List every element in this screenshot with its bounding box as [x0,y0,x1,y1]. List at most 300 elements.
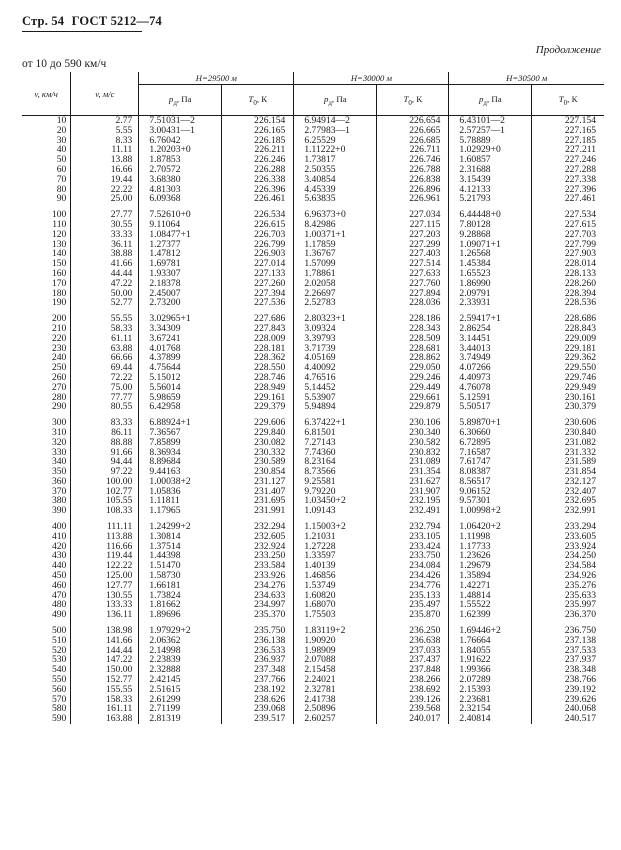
cell-pressure-h2: 3.09324 [294,324,377,334]
cell-pressure-h3: 3.44013 [449,344,532,354]
cell-temperature-h2: 228.186 [377,308,449,324]
cell-temperature-h1: 228.362 [222,353,294,363]
cell-temperature-h1: 226.799 [222,240,294,250]
cell-speed-kmh: 270 [51,381,67,393]
cell-pressure-h3: 3.14451 [449,334,532,344]
cell-pressure-h1: 5.56014 [139,383,222,393]
cell-temperature-h2: 232.195 [377,496,449,506]
cell-temperature-h2: 234.084 [377,561,449,571]
cell-temperature-h1: 229.840 [222,428,294,438]
cell-pressure-h2: 5.63835 [294,194,377,204]
cell-speed-ms: 50.00 [71,289,139,299]
cell-temperature-h1: 229.161 [222,393,294,403]
cell-pressure-h1: 7.85899 [139,438,222,448]
cell-temperature-h3: 228.014 [532,259,604,269]
cell-temperature-h2: 233.424 [377,542,449,552]
cell-temperature-h1: 235.750 [222,620,294,636]
cell-temperature-h3: 227.703 [532,230,604,240]
cell-temperature-h3: 227.154 [532,116,604,126]
cell-pressure-h2: 5.53907 [294,393,377,403]
cell-speed-ms: 122.22 [71,561,139,571]
cell-pressure-h2: 9.25581 [294,477,377,487]
cell-pressure-h3: 6.30660 [449,428,532,438]
cell-speed-ms: 150.00 [71,665,139,675]
cell-speed-ms: 127.77 [71,581,139,591]
cell-temperature-h1: 234.633 [222,591,294,601]
cell-speed-kmh: 390 [51,505,67,517]
cell-pressure-h1: 4.75644 [139,363,222,373]
cell-temperature-h3: 234.926 [532,571,604,581]
continuation-label: Продолжение [535,44,601,56]
cell-pressure-h2: 1.57099 [294,259,377,269]
cell-pressure-h3: 7.61747 [449,457,532,467]
cell-pressure-h1: 5.98659 [139,393,222,403]
cell-temperature-h1: 231.127 [222,477,294,487]
cell-pressure-h2: 1.46856 [294,571,377,581]
cell-speed-kmh: 570 [51,693,67,705]
cell-temperature-h3: 233.294 [532,516,604,532]
cell-temperature-h1: 227.394 [222,289,294,299]
cell-pressure-h3: 1.99366 [449,665,532,675]
cell-speed-ms: 2.77 [71,116,139,126]
cell-speed-kmh: 130 [51,238,67,250]
cell-temperature-h3: 237.937 [532,655,604,665]
cell-speed-ms: 116.66 [71,542,139,552]
cell-temperature-h1: 231.695 [222,496,294,506]
cell-pressure-h3: 3.74949 [449,353,532,363]
cell-temperature-h2: 227.514 [377,259,449,269]
col-header-pressure-3: $p_д$, Па [449,85,532,116]
cell-pressure-h1: 2.32888 [139,665,222,675]
cell-temperature-h1: 228.009 [222,334,294,344]
cell-speed-kmh: 260 [51,371,67,383]
cell-temperature-h1: 230.082 [222,438,294,448]
cell-temperature-h3: 235.997 [532,600,604,610]
cell-speed-ms: 161.11 [71,704,139,714]
cell-speed-ms: 30.55 [71,220,139,230]
cell-speed-kmh: 50 [56,154,67,166]
cell-temperature-h3: 237.533 [532,646,604,656]
cell-pressure-h3: 1.06420+2 [449,516,532,532]
cell-temperature-h1: 226.185 [222,136,294,146]
cell-temperature-h1: 227.686 [222,308,294,324]
cell-pressure-h3: 4.40973 [449,373,532,383]
cell-temperature-h3: 228.394 [532,289,604,299]
cell-pressure-h1: 1.87853 [139,155,222,165]
cell-pressure-h2: 1.40139 [294,561,377,571]
cell-pressure-h2: 2.41738 [294,695,377,705]
cell-pressure-h2: 1.09143 [294,506,377,516]
cell-speed-ms: 13.88 [71,155,139,165]
cell-speed-kmh: 420 [51,540,67,552]
cell-pressure-h3: 5.12591 [449,393,532,403]
cell-temperature-h1: 233.926 [222,571,294,581]
cell-speed-ms: 47.22 [71,279,139,289]
cell-pressure-h1: 6.88924+1 [139,412,222,428]
cell-temperature-h2: 237.848 [377,665,449,675]
cell-temperature-h1: 238.626 [222,695,294,705]
cell-pressure-h3: 5.50517 [449,402,532,412]
cell-pressure-h1: 8.89684 [139,457,222,467]
cell-pressure-h1: 2.14998 [139,646,222,656]
cell-speed-ms: 163.88 [71,714,139,724]
cell-pressure-h3: 2.23681 [449,695,532,705]
page-header [22,14,162,29]
cell-temperature-h1: 227.133 [222,269,294,279]
cell-speed-kmh: 370 [51,485,67,497]
cell-temperature-h1: 233.584 [222,561,294,571]
cell-speed-kmh: 360 [51,475,67,487]
cell-temperature-h2: 226.788 [377,165,449,175]
cell-speed-ms: 27.77 [71,204,139,220]
table-row [22,610,604,620]
cell-pressure-h1: 7.51031—2 [139,116,222,126]
cell-pressure-h3: 6.43101—2 [449,116,532,126]
cell-temperature-h3: 236.750 [532,620,604,636]
cell-temperature-h3: 232.991 [532,506,604,516]
cell-speed-kmh: 290 [51,401,67,413]
cell-temperature-h2: 236.638 [377,636,449,646]
cell-pressure-h3: 1.91622 [449,655,532,665]
cell-speed-kmh: 140 [51,248,67,260]
cell-pressure-h3: 7.16587 [449,448,532,458]
cell-pressure-h2: 6.25529 [294,136,377,146]
cell-temperature-h1: 226.338 [222,175,294,185]
table-row [22,516,604,532]
cell-temperature-h1: 227.843 [222,324,294,334]
cell-temperature-h2: 227.894 [377,289,449,299]
cell-speed-ms: 61.11 [71,334,139,344]
cell-temperature-h3: 227.185 [532,136,604,146]
cell-pressure-h3: 1.76664 [449,636,532,646]
cell-temperature-h1: 227.014 [222,259,294,269]
cell-temperature-h2: 229.246 [377,373,449,383]
cell-temperature-h1: 228.181 [222,344,294,354]
cell-speed-kmh: 330 [51,446,67,458]
cell-pressure-h2: 1.68070 [294,600,377,610]
cell-pressure-h3: 9.28868 [449,230,532,240]
cell-temperature-h2: 228.343 [377,324,449,334]
cell-temperature-h2: 226.711 [377,145,449,155]
cell-temperature-h3: 231.589 [532,457,604,467]
cell-pressure-h3: 1.17733 [449,542,532,552]
cell-speed-ms: 8.33 [71,136,139,146]
cell-temperature-h3: 235.633 [532,591,604,601]
cell-temperature-h2: 231.354 [377,467,449,477]
cell-pressure-h1: 1.20203+0 [139,145,222,155]
cell-temperature-h1: 236.138 [222,636,294,646]
cell-temperature-h2: 227.760 [377,279,449,289]
cell-temperature-h1: 226.246 [222,155,294,165]
cell-speed-ms: 55.55 [71,308,139,324]
cell-temperature-h1: 234.997 [222,600,294,610]
cell-pressure-h3: 2.86254 [449,324,532,334]
cell-speed-ms: 44.44 [71,269,139,279]
cell-pressure-h2: 1.17859 [294,240,377,250]
cell-pressure-h2: 4.76516 [294,373,377,383]
cell-temperature-h1: 234.276 [222,581,294,591]
cell-temperature-h2: 227.034 [377,204,449,220]
cell-temperature-h2: 229.050 [377,363,449,373]
cell-pressure-h2: 5.14452 [294,383,377,393]
cell-pressure-h2: 1.78861 [294,269,377,279]
header-rule [22,31,142,32]
cell-speed-ms: 119.44 [71,551,139,561]
cell-speed-ms: 16.66 [71,165,139,175]
cell-pressure-h2: 1.15003+2 [294,516,377,532]
cell-pressure-h2: 3.71739 [294,344,377,354]
cell-speed-kmh: 490 [51,609,67,621]
cell-pressure-h3: 3.15439 [449,175,532,185]
cell-pressure-h1: 1.58730 [139,571,222,581]
cell-pressure-h1: 1.97929+2 [139,620,222,636]
cell-speed-kmh: 440 [51,560,67,572]
cell-pressure-h3: 1.45384 [449,259,532,269]
cell-speed-ms: 105.55 [71,496,139,506]
cell-speed-ms: 97.22 [71,467,139,477]
cell-temperature-h3: 228.133 [532,269,604,279]
cell-pressure-h1: 4.01768 [139,344,222,354]
cell-temperature-h1: 226.165 [222,126,294,136]
cell-temperature-h3: 229.362 [532,353,604,363]
cell-pressure-h2: 2.50896 [294,704,377,714]
cell-temperature-h2: 240.017 [377,714,449,724]
cell-temperature-h3: 240.068 [532,704,604,714]
cell-temperature-h2: 227.403 [377,249,449,259]
cell-pressure-h1: 1.17965 [139,506,222,516]
table-row [22,194,604,204]
cell-pressure-h2: 1.21031 [294,532,377,542]
cell-speed-kmh: 200 [51,313,67,325]
cell-pressure-h3: 5.89870+1 [449,412,532,428]
cell-pressure-h1: 2.42145 [139,675,222,685]
cell-pressure-h1: 1.66181 [139,581,222,591]
cell-temperature-h2: 236.250 [377,620,449,636]
cell-pressure-h2: 2.60257 [294,714,377,724]
cell-temperature-h1: 226.903 [222,249,294,259]
cell-pressure-h2: 7.27143 [294,438,377,448]
cell-temperature-h1: 226.288 [222,165,294,175]
cell-pressure-h2: 4.45339 [294,185,377,195]
cell-temperature-h2: 229.449 [377,383,449,393]
cell-temperature-h1: 226.211 [222,145,294,155]
cell-pressure-h3: 9.57301 [449,496,532,506]
cell-pressure-h3: 5.78889 [449,136,532,146]
cell-speed-kmh: 590 [51,713,67,725]
cell-temperature-h2: 230.832 [377,448,449,458]
cell-temperature-h2: 232.491 [377,506,449,516]
cell-speed-ms: 147.22 [71,655,139,665]
col-header-temperature-3: $T_0$, К [532,85,604,116]
cell-temperature-h3: 232.407 [532,487,604,497]
cell-temperature-h2: 227.115 [377,220,449,230]
cell-pressure-h1: 2.06362 [139,636,222,646]
cell-pressure-h1: 1.81662 [139,600,222,610]
cell-speed-kmh: 40 [56,144,67,156]
cell-pressure-h3: 4.76078 [449,383,532,393]
cell-temperature-h2: 234.776 [377,581,449,591]
cell-pressure-h1: 1.47812 [139,249,222,259]
cell-pressure-h3: 1.55522 [449,600,532,610]
cell-speed-ms: 11.11 [71,145,139,155]
cell-speed-kmh: 580 [51,703,67,715]
cell-temperature-h1: 239.068 [222,704,294,714]
table-row [22,714,604,724]
cell-speed-kmh: 20 [56,124,67,136]
cell-speed-kmh: 70 [56,173,67,185]
cell-pressure-h2: 5.94894 [294,402,377,412]
cell-temperature-h1: 228.746 [222,373,294,383]
cell-temperature-h3: 227.211 [532,145,604,155]
cell-pressure-h1: 1.69781 [139,259,222,269]
cell-speed-kmh: 80 [56,183,67,195]
cell-pressure-h3: 1.48814 [449,591,532,601]
cell-temperature-h2: 228.862 [377,353,449,363]
cell-temperature-h3: 229.181 [532,344,604,354]
cell-pressure-h1: 6.76042 [139,136,222,146]
cell-temperature-h1: 232.924 [222,542,294,552]
cell-speed-ms: 138.98 [71,620,139,636]
cell-temperature-h2: 228.509 [377,334,449,344]
cell-temperature-h3: 228.843 [532,324,604,334]
cell-temperature-h2: 228.681 [377,344,449,354]
cell-temperature-h2: 227.633 [377,269,449,279]
cell-pressure-h3: 2.33931 [449,298,532,308]
cell-pressure-h3: 2.15393 [449,685,532,695]
cell-temperature-h3: 229.009 [532,334,604,344]
cell-speed-ms: 133.33 [71,600,139,610]
cell-pressure-h2: 2.32781 [294,685,377,695]
cell-speed-ms: 66.66 [71,353,139,363]
col-header-pressure-2: $p_д$, Па [294,85,377,116]
cell-pressure-h1: 3.67241 [139,334,222,344]
cell-temperature-h1: 227.536 [222,298,294,308]
cell-speed-ms: 38.88 [71,249,139,259]
cell-temperature-h2: 227.203 [377,230,449,240]
cell-temperature-h2: 226.838 [377,175,449,185]
cell-speed-kmh: 240 [51,352,67,364]
cell-pressure-h1: 1.08477+1 [139,230,222,240]
cell-pressure-h2: 9.79220 [294,487,377,497]
cell-temperature-h1: 226.154 [222,116,294,126]
cell-speed-kmh: 10 [56,115,67,126]
cell-pressure-h3: 1.65523 [449,269,532,279]
cell-pressure-h1: 2.23839 [139,655,222,665]
cell-pressure-h2: 1.36767 [294,249,377,259]
cell-temperature-h2: 235.497 [377,600,449,610]
cell-temperature-h3: 227.246 [532,155,604,165]
cell-pressure-h3: 6.44448+0 [449,204,532,220]
cell-temperature-h1: 228.949 [222,383,294,393]
cell-pressure-h1: 4.37899 [139,353,222,363]
cell-speed-kmh: 160 [51,267,67,279]
cell-temperature-h2: 226.654 [377,116,449,126]
cell-pressure-h1: 5.15012 [139,373,222,383]
cell-speed-kmh: 480 [51,599,67,611]
standard-designation: ГОСТ 5212—74 [71,14,163,28]
cell-temperature-h2: 226.961 [377,194,449,204]
cell-temperature-h3: 238.766 [532,675,604,685]
cell-temperature-h2: 232.794 [377,516,449,532]
cell-temperature-h2: 226.746 [377,155,449,165]
cell-pressure-h2: 1.60820 [294,591,377,601]
col-header-speed-kmh: v, км/ч [22,72,71,116]
cell-temperature-h3: 230.379 [532,402,604,412]
cell-temperature-h2: 228.036 [377,298,449,308]
cell-pressure-h1: 1.05836 [139,487,222,497]
cell-pressure-h1: 9.11064 [139,220,222,230]
cell-pressure-h2: 4.05169 [294,353,377,363]
table-head [22,72,604,116]
cell-speed-kmh: 510 [51,634,67,646]
cell-speed-ms: 52.77 [71,298,139,308]
cell-pressure-h3: 2.31688 [449,165,532,175]
cell-pressure-h1: 7.36567 [139,428,222,438]
cell-pressure-h2: 1.98909 [294,646,377,656]
cell-temperature-h1: 232.605 [222,532,294,542]
cell-temperature-h2: 230.582 [377,438,449,448]
cell-temperature-h1: 237.766 [222,675,294,685]
cell-pressure-h3: 1.26568 [449,249,532,259]
cell-pressure-h2: 6.37422+1 [294,412,377,428]
cell-pressure-h1: 9.44163 [139,467,222,477]
cell-pressure-h3: 8.08387 [449,467,532,477]
cell-temperature-h2: 235.133 [377,591,449,601]
cell-speed-kmh: 230 [51,342,67,354]
cell-speed-ms: 102.77 [71,487,139,497]
cell-pressure-h3: 2.32154 [449,704,532,714]
cell-temperature-h3: 238.348 [532,665,604,675]
cell-temperature-h3: 227.461 [532,194,604,204]
col-header-speed-ms: v, м/с [71,72,139,116]
cell-pressure-h3: 1.02929+0 [449,145,532,155]
cell-pressure-h3: 2.40814 [449,714,532,724]
cell-temperature-h3: 227.903 [532,249,604,259]
cell-pressure-h3: 8.56517 [449,477,532,487]
cell-temperature-h1: 231.407 [222,487,294,497]
cell-temperature-h2: 233.105 [377,532,449,542]
cell-speed-ms: 63.88 [71,344,139,354]
cell-speed-ms: 86.11 [71,428,139,438]
cell-pressure-h1: 1.51470 [139,561,222,571]
cell-speed-ms: 91.66 [71,448,139,458]
cell-pressure-h2: 6.96373+0 [294,204,377,220]
altitude-header-3: H=30500 м [449,72,604,85]
cell-pressure-h1: 8.36934 [139,448,222,458]
col-header-temperature-1: $T_0$, К [222,85,294,116]
cell-pressure-h2: 2.02058 [294,279,377,289]
cell-pressure-h2: 1.75503 [294,610,377,620]
cell-pressure-h3: 6.72895 [449,438,532,448]
cell-speed-ms: 100.00 [71,477,139,487]
cell-speed-ms: 5.55 [71,126,139,136]
cell-pressure-h1: 1.11811 [139,496,222,506]
cell-pressure-h2: 8.23164 [294,457,377,467]
cell-pressure-h3: 1.42271 [449,581,532,591]
cell-pressure-h1: 3.68380 [139,175,222,185]
cell-temperature-h3: 231.332 [532,448,604,458]
cell-speed-ms: 19.44 [71,175,139,185]
atmosphere-table [22,72,604,724]
cell-speed-kmh: 110 [52,218,67,230]
cell-pressure-h2: 1.00371+1 [294,230,377,240]
cell-temperature-h3: 231.082 [532,438,604,448]
cell-pressure-h1: 3.34309 [139,324,222,334]
cell-pressure-h1: 2.70572 [139,165,222,175]
cell-pressure-h1: 2.73200 [139,298,222,308]
cell-pressure-h2: 1.33597 [294,551,377,561]
cell-speed-ms: 36.11 [71,240,139,250]
